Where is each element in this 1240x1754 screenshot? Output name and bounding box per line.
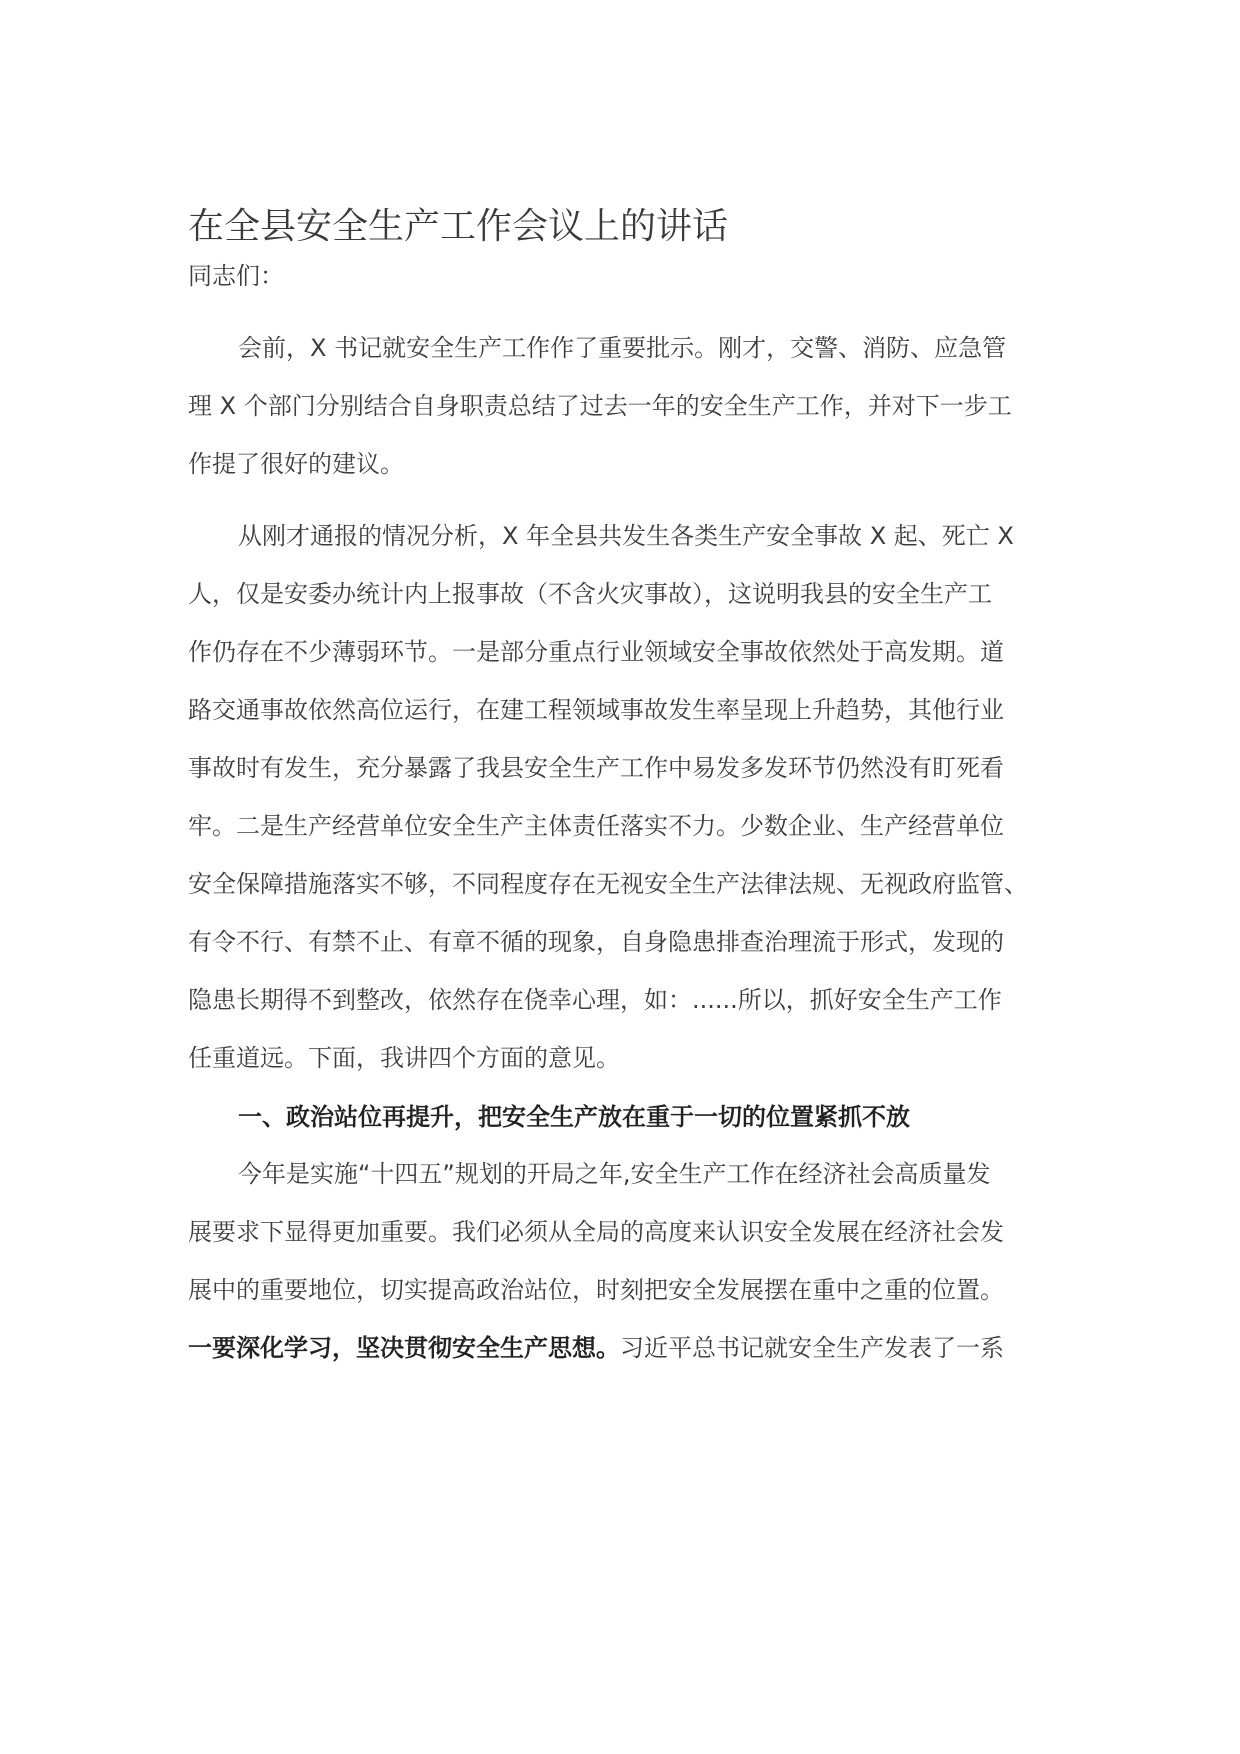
section-heading: 一、政治站位再提升，把安全生产放在重于一切的位置紧抓不放 <box>238 1103 910 1131</box>
paragraph-line: 作提了很好的建议。 <box>188 450 404 478</box>
document-title: 在全县安全生产工作会议上的讲话 <box>188 206 729 247</box>
paragraph-line: 作仍存在不少薄弱环节。一是部分重点行业领域安全事故依然处于高发期。道 <box>188 638 1004 666</box>
paragraph-line: 人，仅是安委办统计内上报事故（不含火灾事故），这说明我县的安全生产工 <box>188 580 992 608</box>
paragraph-line: 会前，X 书记就安全生产工作作了重要批示。刚才，交警、消防、应急管 <box>238 334 1007 362</box>
paragraph-line: 展要求下显得更加重要。我们必须从全局的高度来认识安全发展在经济社会发 <box>188 1218 1004 1246</box>
paragraph-line: 安全保障措施落实不够，不同程度存在无视安全生产法律法规、无视政府监管、 <box>188 870 1028 898</box>
salutation: 同志们： <box>188 262 284 290</box>
paragraph-line: 任重道远。下面，我讲四个方面的意见。 <box>188 1044 620 1072</box>
paragraph-line: 路交通事故依然高位运行，在建工程领域事故发生率呈现上升趋势，其他行业 <box>188 696 1004 724</box>
paragraph-line: 从刚才通报的情况分析，X 年全县共发生各类生产安全事故 X 起、死亡 X <box>238 522 1014 550</box>
paragraph-line: 牢。二是生产经营单位安全生产主体责任落实不力。少数企业、生产经营单位 <box>188 812 1004 840</box>
paragraph-line: 隐患长期得不到整改，依然存在侥幸心理，如：......所以，抓好安全生产工作 <box>188 986 1002 1014</box>
paragraph-line: 今年是实施“十四五”规划的开局之年,安全生产工作在经济社会高质量发 <box>238 1160 991 1188</box>
subheading-inline: 一要深化学习，坚决贯彻安全生产思想。 <box>188 1334 620 1362</box>
paragraph-line: 有令不行、有禁不止、有章不循的现象，自身隐患排查治理流于形式，发现的 <box>188 928 1004 956</box>
paragraph-line: 事故时有发生，充分暴露了我县安全生产工作中易发多发环节仍然没有盯死看 <box>188 754 1004 782</box>
paragraph-line: 展中的重要地位，切实提高政治站位，时刻把安全发展摆在重中之重的位置。 <box>188 1276 1004 1304</box>
paragraph-line <box>188 1332 1004 1364</box>
paragraph-text: 习近平总书记就安全生产发表了一系 <box>620 1334 1004 1362</box>
paragraph-line: 理 X 个部门分别结合自身职责总结了过去一年的安全生产工作，并对下一步工 <box>188 392 1012 420</box>
